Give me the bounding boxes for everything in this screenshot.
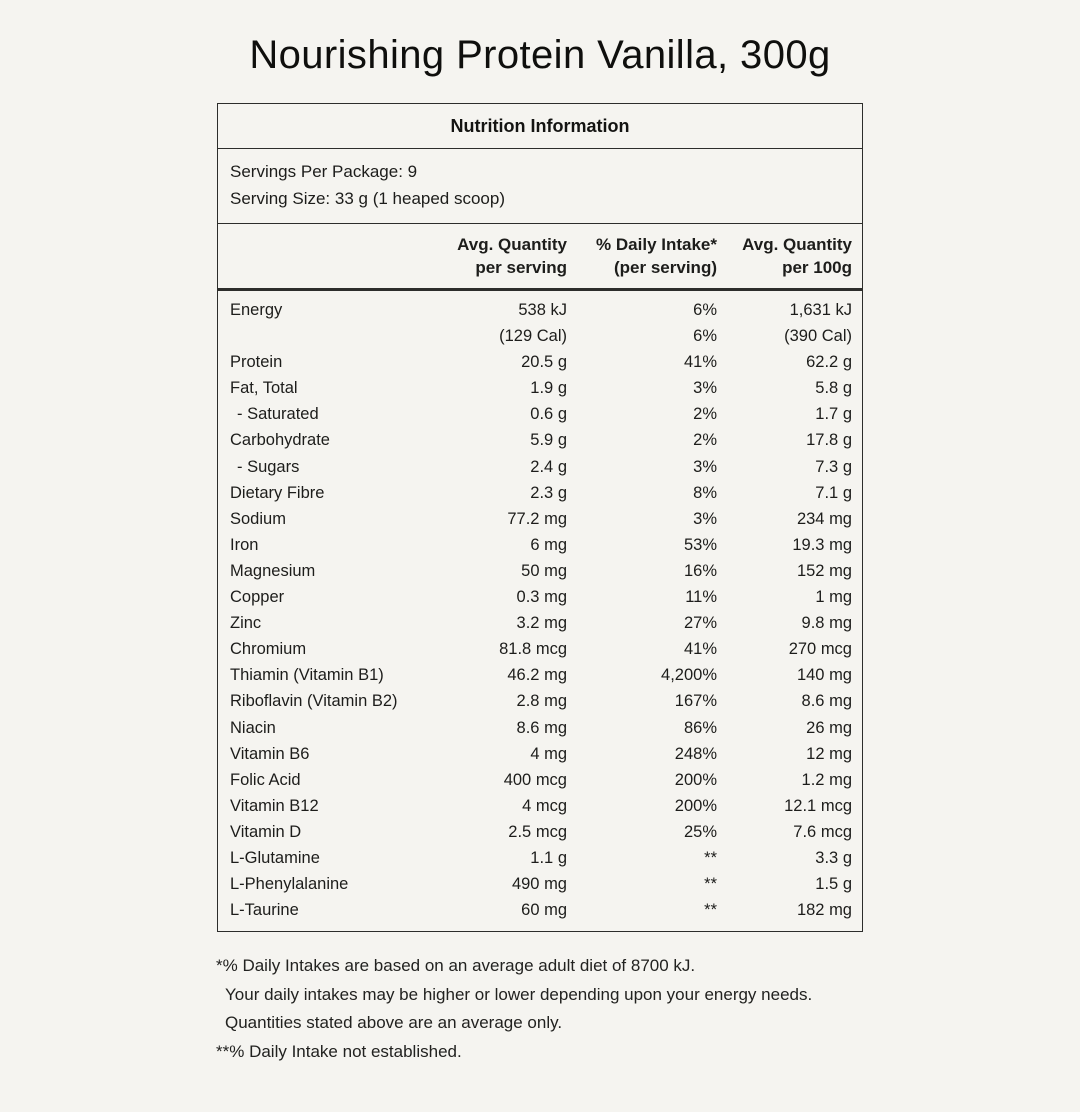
col-header-nutrient xyxy=(230,233,422,279)
nutrient-name: Sodium xyxy=(230,509,286,528)
nutrient-name: Folic Acid xyxy=(230,770,301,789)
qty-per-100g: 7.1 g xyxy=(815,483,852,502)
qty-per-serving: 4 mcg xyxy=(522,796,567,815)
qty-per-100g: 7.3 g xyxy=(815,457,852,476)
daily-intake-percent: 3% xyxy=(693,379,717,398)
nutrient-name: - Sugars xyxy=(237,457,300,476)
qty-per-serving: 50 mg xyxy=(521,561,567,580)
qty-per-100g: 12 mg xyxy=(806,744,852,763)
qty-per-serving: 0.6 g xyxy=(530,405,567,424)
table-row xyxy=(230,454,852,480)
daily-intake-percent: 248% xyxy=(674,744,717,763)
qty-per-100g: 5.8 g xyxy=(815,379,852,398)
footnote-line: *% Daily Intakes are based on an average adult diet of 8700 kJ. xyxy=(216,956,696,976)
qty-per-serving: 4 mg xyxy=(530,744,567,763)
nutrition-table-body xyxy=(218,291,862,931)
qty-per-100g: (390 Cal) xyxy=(784,327,852,346)
footnote-line: Your daily intakes may be higher or lower depending upon your energy needs. xyxy=(225,984,813,1004)
qty-per-serving: 8.6 mg xyxy=(516,718,567,737)
nutrient-name: L-Taurine xyxy=(230,901,299,920)
daily-intake-percent: 27% xyxy=(683,614,717,633)
nutrient-name: Iron xyxy=(230,535,259,554)
col-header-per-serving xyxy=(422,233,567,279)
nutrient-name: Copper xyxy=(230,588,285,607)
col-header-per-serving-line1: Avg. Quantity xyxy=(457,235,567,254)
qty-per-serving: 20.5 g xyxy=(521,353,567,372)
qty-per-serving: 490 mg xyxy=(511,875,567,894)
nutrient-name: Energy xyxy=(230,301,283,319)
nutrient-name: Magnesium xyxy=(230,561,316,580)
qty-per-serving: 2.4 g xyxy=(530,457,567,476)
qty-per-100g: 19.3 mg xyxy=(792,535,852,554)
nutrient-name: Dietary Fibre xyxy=(230,483,325,502)
qty-per-100g: 1 mg xyxy=(815,588,852,607)
serving-size: Serving Size: 33 g (1 heaped scoop) xyxy=(230,189,506,208)
qty-per-serving: 400 mcg xyxy=(503,770,567,789)
table-row xyxy=(230,532,852,558)
nutrition-panel xyxy=(217,103,863,932)
qty-per-100g: 1,631 kJ xyxy=(789,301,852,319)
nutrient-name: Vitamin B12 xyxy=(230,796,319,815)
table-row xyxy=(230,480,852,506)
page xyxy=(0,32,1080,1066)
qty-per-100g: 140 mg xyxy=(796,666,852,685)
nutrient-name: - Saturated xyxy=(237,405,319,424)
daily-intake-percent: 25% xyxy=(683,822,717,841)
col-header-daily-intake-line1: % Daily Intake* xyxy=(596,235,717,254)
table-row xyxy=(230,662,852,688)
nutrient-name: Vitamin B6 xyxy=(230,744,310,763)
nutrient-name: Niacin xyxy=(230,718,276,737)
daily-intake-percent: 16% xyxy=(683,561,717,580)
qty-per-serving: 1.1 g xyxy=(530,848,567,867)
nutrient-name: Fat, Total xyxy=(230,379,298,398)
table-row xyxy=(230,297,852,323)
table-row xyxy=(230,558,852,584)
qty-per-100g: 1.5 g xyxy=(815,875,852,894)
daily-intake-percent: 11% xyxy=(685,588,717,607)
daily-intake-percent: ** xyxy=(704,848,717,867)
table-row xyxy=(230,349,852,375)
table-row xyxy=(230,741,852,767)
col-header-per-100g xyxy=(717,233,852,279)
table-row xyxy=(230,793,852,819)
daily-intake-percent: 3% xyxy=(693,509,717,528)
servings-info xyxy=(218,149,862,224)
qty-per-serving: 538 kJ xyxy=(518,301,567,319)
column-headers xyxy=(218,224,862,291)
daily-intake-percent: 200% xyxy=(674,770,717,789)
qty-per-serving: 3.2 mg xyxy=(516,614,567,633)
nutrient-name: Riboflavin (Vitamin B2) xyxy=(230,692,398,711)
qty-per-serving: 81.8 mcg xyxy=(499,640,567,659)
page-title: Nourishing Protein Vanilla, 300g xyxy=(249,33,831,77)
nutrient-name: Chromium xyxy=(230,640,307,659)
nutrient-name: Zinc xyxy=(230,614,262,633)
footnote-line: **% Daily Intake not established. xyxy=(216,1041,462,1061)
table-row xyxy=(230,401,852,427)
footnote-line: Quantities stated above are an average only. xyxy=(225,1013,563,1033)
qty-per-100g: 152 mg xyxy=(796,561,852,580)
daily-intake-percent: ** xyxy=(704,901,717,920)
table-row xyxy=(230,819,852,845)
daily-intake-percent: 41% xyxy=(683,353,717,372)
table-row xyxy=(230,688,852,714)
nutrient-name xyxy=(230,323,422,349)
table-row xyxy=(230,715,852,741)
daily-intake-percent: 200% xyxy=(674,796,717,815)
daily-intake-percent: 6% xyxy=(693,327,717,346)
nutrient-name: Thiamin (Vitamin B1) xyxy=(230,666,384,685)
daily-intake-percent: 86% xyxy=(683,718,717,737)
daily-intake-percent: 3% xyxy=(693,457,717,476)
qty-per-serving: 2.8 mg xyxy=(516,692,567,711)
qty-per-serving: 0.3 mg xyxy=(516,588,567,607)
col-header-daily-intake xyxy=(567,233,717,279)
footnotes xyxy=(216,952,864,1066)
qty-per-100g: 12.1 mcg xyxy=(784,796,852,815)
qty-per-100g: 7.6 mcg xyxy=(793,822,852,841)
qty-per-100g: 9.8 mg xyxy=(801,614,852,633)
qty-per-serving: 77.2 mg xyxy=(507,509,567,528)
daily-intake-percent: 4,200% xyxy=(661,666,717,685)
qty-per-serving: 2.3 g xyxy=(530,483,567,502)
qty-per-100g: 8.6 mg xyxy=(801,692,852,711)
nutrient-name: L-Phenylalanine xyxy=(230,875,349,894)
qty-per-serving: 60 mg xyxy=(521,901,567,920)
daily-intake-percent: 167% xyxy=(674,692,717,711)
table-row xyxy=(230,845,852,871)
table-row xyxy=(230,897,852,923)
table-row xyxy=(230,584,852,610)
qty-per-serving: 46.2 mg xyxy=(507,666,567,685)
qty-per-100g: 62.2 g xyxy=(806,353,852,372)
table-row xyxy=(230,871,852,897)
qty-per-serving: 1.9 g xyxy=(530,379,567,398)
col-header-daily-intake-line2: (per serving) xyxy=(614,258,717,277)
daily-intake-percent: 8% xyxy=(693,483,717,502)
panel-title: Nutrition Information xyxy=(218,104,862,149)
col-header-per-serving-line2: per serving xyxy=(475,258,567,277)
table-row xyxy=(230,506,852,532)
qty-per-100g: 1.7 g xyxy=(815,405,852,424)
qty-per-serving: (129 Cal) xyxy=(499,327,567,346)
table-row xyxy=(230,636,852,662)
daily-intake-percent: 41% xyxy=(683,640,717,659)
nutrient-name: Protein xyxy=(230,353,283,372)
daily-intake-percent: 6% xyxy=(693,301,717,319)
daily-intake-percent: ** xyxy=(704,875,717,894)
daily-intake-percent: 53% xyxy=(683,535,717,554)
qty-per-100g: 17.8 g xyxy=(806,431,852,450)
nutrient-name: L-Glutamine xyxy=(230,848,320,867)
col-header-per-100g-line2: per 100g xyxy=(782,258,852,277)
daily-intake-percent: 2% xyxy=(693,405,717,424)
servings-per-package: Servings Per Package: 9 xyxy=(230,162,418,181)
qty-per-100g: 26 mg xyxy=(806,718,852,737)
qty-per-100g: 3.3 g xyxy=(815,848,852,867)
qty-per-100g: 234 mg xyxy=(796,509,852,528)
qty-per-serving: 5.9 g xyxy=(530,431,567,450)
nutrient-name: Vitamin D xyxy=(230,822,302,841)
table-row xyxy=(230,323,852,349)
qty-per-100g: 182 mg xyxy=(796,901,852,920)
qty-per-serving: 6 mg xyxy=(530,535,567,554)
qty-per-serving: 2.5 mcg xyxy=(508,822,567,841)
qty-per-100g: 270 mcg xyxy=(788,640,852,659)
daily-intake-percent: 2% xyxy=(693,431,717,450)
table-row xyxy=(230,767,852,793)
table-row xyxy=(230,610,852,636)
qty-per-100g: 1.2 mg xyxy=(801,770,852,789)
nutrient-name: Carbohydrate xyxy=(230,431,330,450)
col-header-per-100g-line1: Avg. Quantity xyxy=(742,235,852,254)
table-row xyxy=(230,427,852,453)
table-row xyxy=(230,375,852,401)
